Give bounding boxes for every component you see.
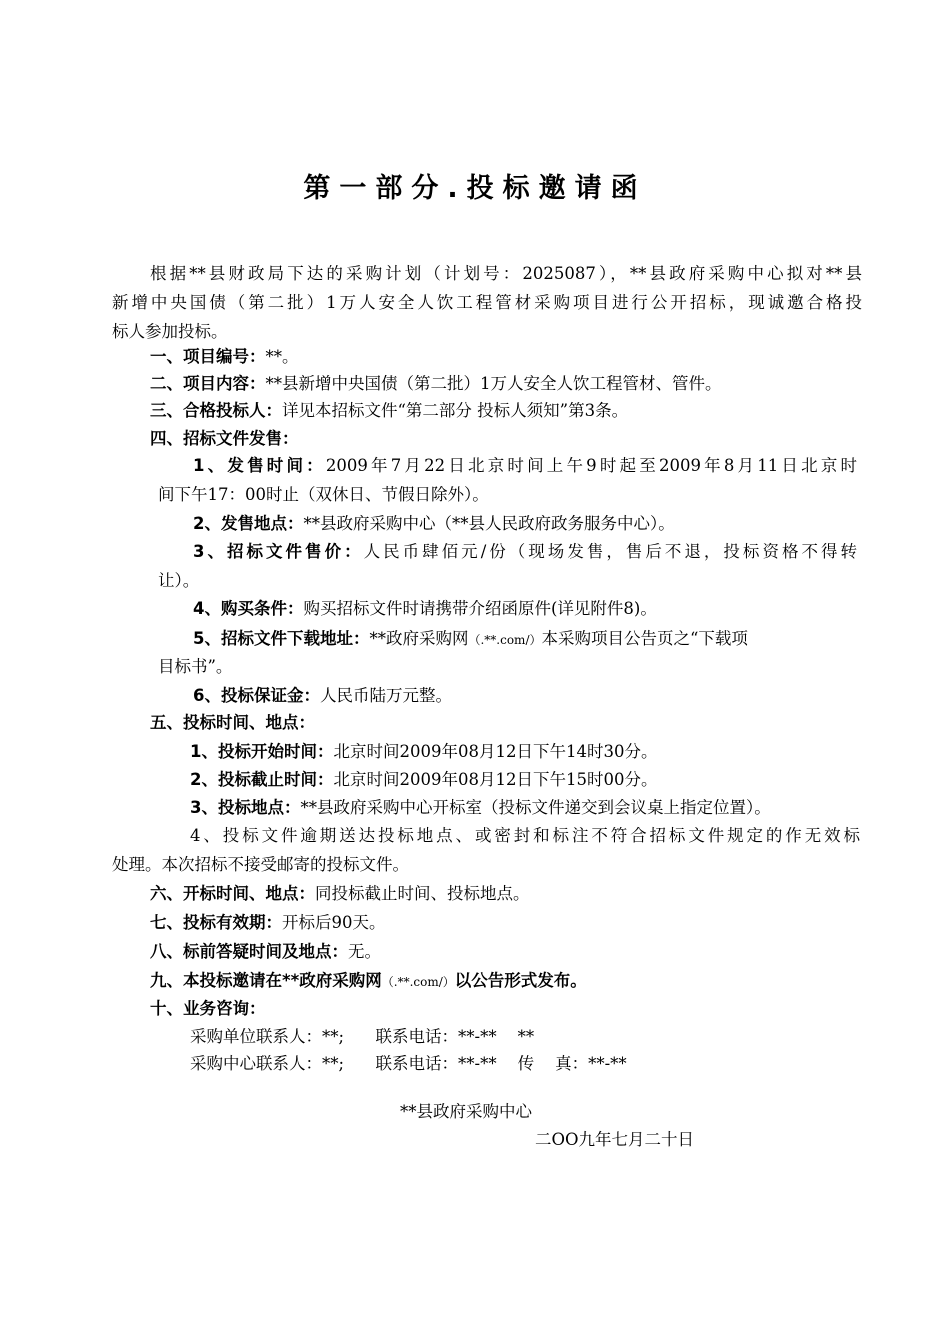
sale-price-line-1 [193, 537, 857, 566]
late-bid-note-line-2: 处理。本次招标不接受邮寄的投标文件。 [112, 855, 409, 874]
item-value: 本采购项目公告页之“下载项 [541, 629, 748, 648]
item-value: 北京时间2009年08月12日下午15时00分。 [333, 770, 658, 789]
section-label: 五、投标时间、地点： [150, 713, 315, 732]
item-value: 人民币陆万元整。 [319, 686, 452, 705]
sale-place [193, 509, 675, 538]
item-label: 4、购买条件： [193, 599, 304, 618]
section-value: 无。 [348, 942, 381, 961]
item-label: 2、发售地点： [193, 514, 304, 533]
section-opening-time-place [150, 879, 530, 908]
section-project-content [150, 369, 722, 398]
download-address-line-2: 目标书”。 [158, 657, 233, 676]
section-label: 十、业务咨询： [150, 999, 266, 1018]
item-label: 5、招标文件下载地址： [193, 629, 370, 648]
item-value: 人民币肆佰元/份（现场发售，售后不退，投标资格不得转 [363, 542, 858, 561]
section-label: 七、投标有效期： [150, 913, 282, 932]
sale-price-line-2: 让）。 [158, 571, 200, 590]
item-value: **县政府采购中心（**县人民政府政务服务中心）。 [303, 514, 675, 533]
sale-time-line-2: 间下午17：00时止（双休日、节假日除外）。 [158, 485, 489, 504]
section-business-inquiry [150, 994, 266, 1023]
section-bid-time-place [150, 708, 315, 737]
download-address-line-1 [193, 624, 748, 655]
item-label: 6、投标保证金： [193, 686, 320, 705]
section-pre-bid-qa [150, 937, 381, 966]
section-value: 同投标截止时间、投标地点。 [315, 884, 530, 903]
intro-line-3: 标人参加投标。 [112, 322, 228, 341]
item-value: 2009年7月22日北京时间上午9时起至2009年8月11日北京时 [325, 456, 858, 475]
item-label: 3、投标地点： [190, 798, 301, 817]
section-project-number [150, 342, 299, 371]
page-title: 第一部分.投标邀请函 [303, 173, 647, 204]
section-label: 一、项目编号： [150, 347, 266, 366]
item-label: 1、投标开始时间： [190, 742, 334, 761]
bid-start-time [190, 737, 657, 766]
section-value: **县新增中央国债（第二批）1万人安全人饮工程管材、管件。 [265, 374, 722, 393]
item-label: 3、招标文件售价： [193, 542, 364, 561]
item-value: **县政府采购中心开标室（投标文件递交到会议桌上指定位置）。 [300, 798, 771, 817]
procurement-center-contact: 采购中心联系人：**; 联系电话：**-** 传 真：**-** [190, 1054, 627, 1073]
download-url-link[interactable]: （.**.com/） [468, 633, 542, 647]
section-value: **。 [265, 347, 299, 366]
section-value: 开标后90天。 [282, 913, 386, 932]
issue-date: 二OO九年七月二十日 [535, 1130, 695, 1149]
purchase-condition [193, 594, 657, 623]
sale-time-line-1 [193, 451, 857, 480]
section-label: 以公告形式发布。 [454, 971, 587, 990]
item-value: 购买招标文件时请携带介绍函原件(详见附件8)。 [303, 599, 657, 618]
section-label: 六、开标时间、地点： [150, 884, 315, 903]
item-value: 北京时间2009年08月12日下午14时30分。 [333, 742, 658, 761]
intro-line-1: 根据**县财政局下达的采购计划（计划号：2025087），**县政府采购中心拟对**县 [150, 264, 862, 283]
section-label: 四、招标文件发售： [150, 429, 299, 448]
item-label: 2、投标截止时间： [190, 770, 334, 789]
bid-place [190, 793, 771, 822]
section-document-sale [150, 424, 299, 453]
bid-deadline [190, 765, 657, 794]
purchaser-contact: 采购单位联系人：**; 联系电话：**-** ** [190, 1027, 535, 1046]
item-value: **政府采购网 [369, 629, 469, 648]
section-label: 二、项目内容： [150, 374, 266, 393]
section-label: 八、标前答疑时间及地点： [150, 942, 348, 961]
item-label: 1、发售时间： [193, 456, 326, 475]
section-qualified-bidder [150, 396, 628, 425]
section-label: 九、本投标邀请在**政府采购网 [150, 971, 382, 990]
bid-bond [193, 681, 452, 710]
section-publication [150, 966, 587, 997]
section-label: 三、合格投标人： [150, 401, 282, 420]
late-bid-note-line-1: 4、投标文件逾期送达投标地点、或密封和标注不符合招标文件规定的作无效标 [190, 826, 860, 845]
publication-url-link[interactable]: （.**.com/） [381, 975, 455, 989]
section-value: 详见本招标文件“第二部分 投标人须知”第3条。 [282, 401, 629, 420]
issuing-organization: **县政府采购中心 [400, 1102, 532, 1121]
intro-line-2: 新增中央国债（第二批）1万人安全人饮工程管材采购项目进行公开招标，现诚邀合格投 [112, 293, 862, 312]
section-bid-validity [150, 908, 386, 937]
